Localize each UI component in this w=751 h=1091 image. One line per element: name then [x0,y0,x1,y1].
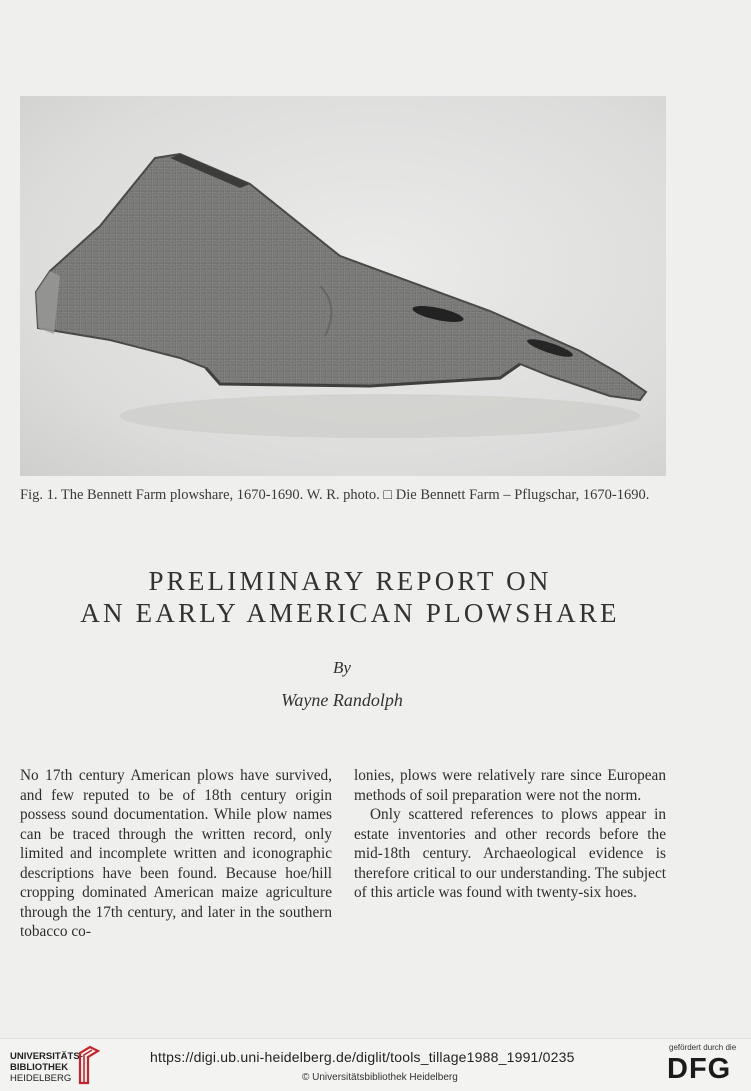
copyright-notice: © Universitätsbibliothek Heidelberg [302,1072,458,1083]
paragraph: Only scattered references to plows appear in estate inventories and other records before the mid-18th century. Archaeological evidence is therefore critical to our understanding. The subject of this article was found with twenty-six hoes. [354,806,666,901]
library-line3: HEIDELBERG [10,1073,72,1084]
figure-caption: Fig. 1. The Bennett Farm plowshare, 1670-1690. W. R. photo. □ Die Bennett Farm – Pflugschar, 1670-1690. [20,487,650,503]
paragraph: No 17th century American plows have survived, and few reputed to be of 18th century origin possess sound documentation. While plow names can be traced through the written record, only limited and incomplete written and iconographic descriptions have been found. Because hoe/hill cropping dominated American maize agriculture through the 17th century, and later in the southern tobacco co- [20,767,332,940]
permalink-url[interactable]: https://digi.ub.uni-heidelberg.de/diglit/tools_tillage1988_1991/0235 [150,1049,575,1065]
library-name[interactable] [10,1051,83,1084]
text-column-right [354,766,666,903]
library-line2: BIBLIOTHEK [10,1062,69,1073]
author-name: Wayne Randolph [281,690,403,710]
article-title-line1: PRELIMINARY REPORT ON [148,566,552,596]
plowshare-illustration [20,96,666,476]
article-title-line2: AN EARLY AMERICAN PLOWSHARE [80,598,620,628]
byline-by: By [333,658,351,677]
funder-label: gefördert durch die [669,1043,737,1052]
dfg-logo[interactable]: DFG [667,1053,732,1085]
text-column-left [20,766,332,942]
footer-bar [0,1038,751,1091]
library-line1: UNIVERSITÄTS- [10,1051,83,1062]
plowshare-photo [20,96,666,476]
library-logo-icon [76,1043,102,1087]
paragraph: lonies, plows were relatively rare since European methods of soil preparation were not the norm. [354,767,666,804]
